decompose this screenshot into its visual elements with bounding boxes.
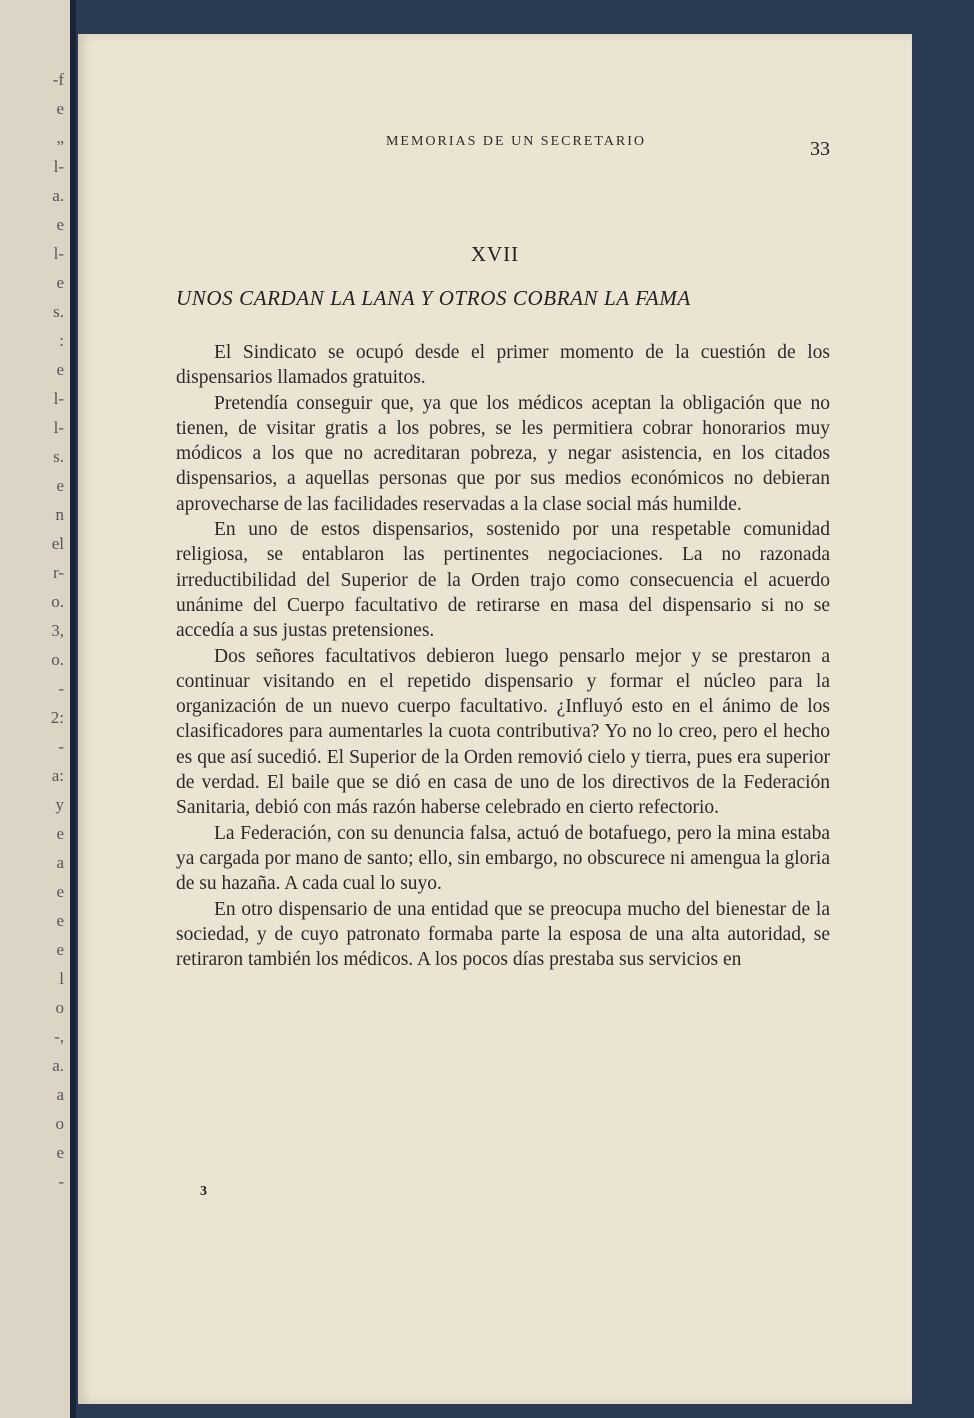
margin-fragment: 2: bbox=[50, 708, 64, 727]
margin-fragment: l bbox=[59, 969, 64, 988]
margin-fragment: e bbox=[56, 273, 64, 292]
margin-fragment: 3, bbox=[51, 621, 64, 640]
margin-fragment: s. bbox=[53, 302, 64, 321]
margin-fragment: el bbox=[51, 534, 64, 553]
margin-fragment: l- bbox=[53, 389, 64, 408]
margin-fragment: o. bbox=[51, 592, 64, 611]
margin-fragment: „ bbox=[56, 128, 64, 147]
margin-fragment: e bbox=[56, 99, 64, 118]
running-head-title: MEMORIAS DE UN SECRETARIO bbox=[385, 134, 647, 149]
paragraph: En otro dispensario de una entidad que se preocupa mucho del bienestar de la sociedad, y de cuyo patronato formaba parte la esposa de una alta autoridad, se retiraron también los médicos. A los pocos días prestaba sus servicios en bbox=[176, 898, 830, 971]
paragraph: En uno de estos dispensarios, sostenido por una respetable comunidad religiosa, se entablaron las pertinentes negociaciones. La no razonada irreductibilidad del Superior de la Orden trajo como consecuencia el acuerdo unánime del Cuerpo facultativo de retirarse en masa del dispensario si no se accedía a sus justas pretensiones. bbox=[176, 519, 830, 642]
margin-fragment: o. bbox=[51, 650, 64, 669]
margin-fragment: e bbox=[56, 911, 64, 930]
margin-fragment: a bbox=[56, 1085, 64, 1104]
signature-mark: 3 bbox=[200, 1184, 207, 1199]
margin-fragment: e bbox=[56, 940, 64, 959]
body-text bbox=[176, 340, 830, 972]
margin-fragment: e bbox=[56, 882, 64, 901]
running-head bbox=[78, 134, 912, 150]
margin-fragment: - bbox=[58, 1172, 64, 1191]
chapter-title: UNOS CARDAN LA LANA Y OTROS COBRAN LA FAMA bbox=[176, 286, 691, 310]
margin-fragment: e bbox=[56, 824, 64, 843]
margin-fragment: a bbox=[56, 853, 64, 872]
paragraph: La Federación, con su denuncia falsa, actuó de botafuego, pero la mina estaba ya cargada por mano de santo; ello, sin embargo, no obscurece ni amengua la gloria de su hazaña. A cada cual lo suyo. bbox=[176, 822, 830, 895]
paragraph: Pretendía conseguir que, ya que los médicos aceptan la obligación que no tienen, de visitar gratis a los pobres, se les permitiera cobrar honorarios muy módicos a los que no acreditaran pobreza, y negar asistencia, en los citados dispensarios, a aquellas personas que por sus medios económicos no debieran aprovecharse de las facilidades reservadas a la clase social más humilde. bbox=[176, 392, 830, 515]
margin-fragment: - bbox=[58, 737, 64, 756]
paragraph: Dos señores facultativos debieron luego pensarlo mejor y se prestaron a continuar visitando en el repetido dispensario y formar el núcleo para la organización de un nuevo cuerpo facultativo. ¿Influyó esto en el ánimo de los clasificadores para aumentarles la cuota contributiva? Yo no lo creo, pero el hecho es que así sucedió. El Superior de la Orden removió cielo y tierra, pues era superior de verdad. El baile que se dió en casa de uno de los directivos de la Federación Sanitaria, debió con más razón haberse celebrado en cierto refectorio. bbox=[176, 645, 830, 819]
margin-fragment: a. bbox=[52, 1056, 64, 1075]
chapter-number: XVII bbox=[470, 242, 520, 266]
margin-fragment: e bbox=[56, 360, 64, 379]
margin-fragment: e bbox=[56, 476, 64, 495]
margin-fragment: : bbox=[59, 331, 64, 350]
book-page bbox=[78, 34, 912, 1404]
margin-fragment: r- bbox=[53, 563, 64, 582]
margin-fragment: a: bbox=[51, 766, 64, 785]
margin-fragment: - bbox=[58, 679, 64, 698]
margin-fragment: y bbox=[55, 795, 64, 814]
paragraph: El Sindicato se ocupó desde el primer momento de la cuestión de los dispensarios llamados gratuitos. bbox=[176, 342, 830, 389]
previous-page-edge bbox=[0, 0, 76, 1418]
page-number: 33 bbox=[810, 138, 830, 160]
margin-fragment: e bbox=[56, 215, 64, 234]
margin-fragment: s. bbox=[53, 447, 64, 466]
margin-fragment: n bbox=[55, 505, 64, 524]
margin-fragment: o bbox=[55, 1114, 64, 1133]
margin-fragment: a. bbox=[52, 186, 64, 205]
margin-fragment: -, bbox=[54, 1027, 64, 1046]
margin-fragment: e bbox=[56, 1143, 64, 1162]
margin-fragment: o bbox=[55, 998, 64, 1017]
margin-fragment: l- bbox=[53, 244, 64, 263]
margin-fragment: l- bbox=[53, 418, 64, 437]
margin-fragment: l- bbox=[53, 157, 64, 176]
margin-fragment: -f bbox=[52, 70, 64, 89]
